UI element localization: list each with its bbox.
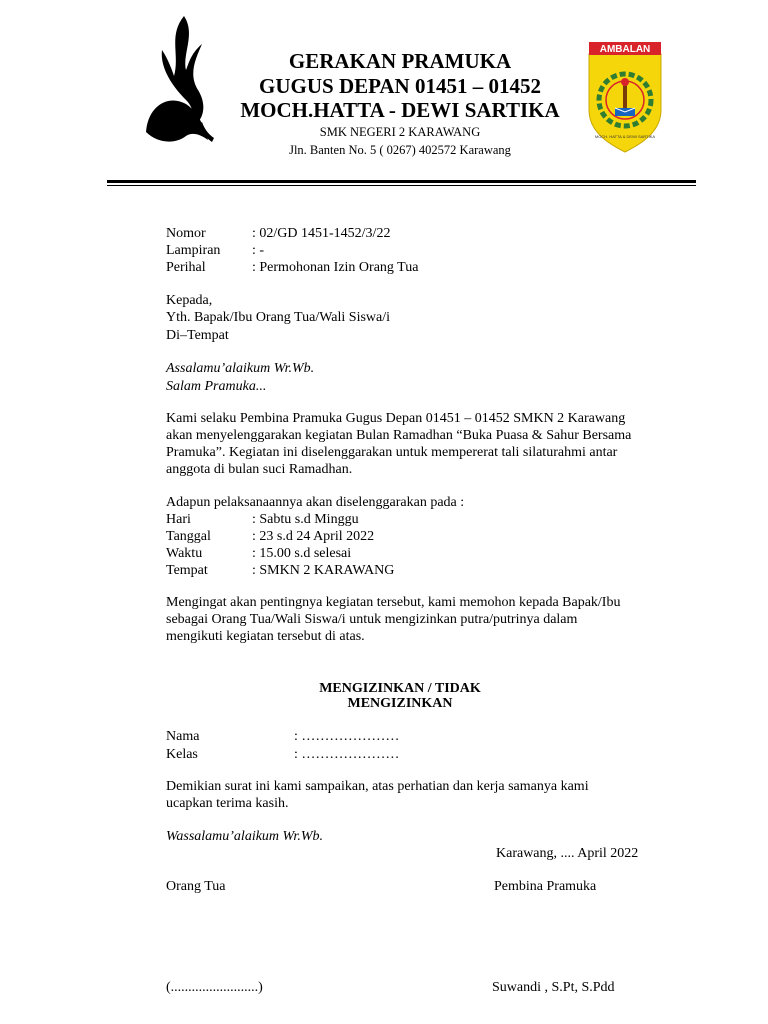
nomor-label: Nomor [166, 226, 206, 241]
closing-line-2: ucapkan terima kasih. [166, 796, 289, 811]
ambalan-shield-logo [585, 40, 665, 154]
greeting-salam: Assalamu’alaikum Wr.Wb. [166, 361, 315, 376]
signature-name-parent: (.........................) [166, 980, 263, 995]
nomor-value: : 02/GD 1451-1452/3/22 [252, 226, 391, 241]
body-p3-line-1: Mengingat akan pentingnya kegiatan tersebut, kami memohon kepada Bapak/Ibu [166, 595, 621, 610]
place-date: Karawang, .... April 2022 [496, 846, 639, 861]
body-p3-line-2: sebagai Orang Tua/Wali Siswa/i untuk mengizinkan putra/putrinya dalam [166, 612, 578, 627]
hari-value: : Sabtu s.d Minggu [252, 512, 359, 527]
tanggal-label: Tanggal [166, 529, 211, 544]
org-line-3: MOCH.HATTA - DEWI SARTIKA [240, 98, 560, 122]
perihal-label: Perihal [166, 260, 206, 275]
lampiran-value: : - [252, 243, 265, 258]
header-rule-thin [107, 185, 696, 186]
schedule-intro: Adapun pelaksanaannya akan diselenggarakan pada : [166, 495, 465, 510]
signature-name-pembina: Suwandi , S.Pt, S.Pdd [492, 980, 615, 995]
org-line-1: GERAKAN PRAMUKA [288, 49, 512, 73]
nama-label: Nama [166, 729, 200, 744]
permission-title-line-2: MENGIZINKAN [347, 696, 453, 711]
nama-field: : ………………… [294, 729, 400, 744]
school-address: Jln. Banten No. 5 ( 0267) 402572 Karawang [289, 143, 511, 157]
permission-title-line-1: MENGIZINKAN / TIDAK [319, 681, 481, 696]
tempat-label: Tempat [166, 563, 208, 578]
kelas-label: Kelas [166, 747, 198, 762]
body-p1-line-3: Pramuka”. Kegiatan ini diselenggarakan untuk mempererat tali silaturahmi antar [166, 445, 618, 460]
kelas-field: : ………………… [294, 747, 400, 762]
ambalan-banner-text: AMBALAN [599, 44, 651, 55]
recipient-line-1: Kepada, [166, 293, 213, 308]
closing-line-1: Demikian surat ini kami sampaikan, atas perhatian dan kerja samanya kami [166, 779, 589, 794]
school-name: SMK NEGERI 2 KARAWANG [319, 125, 481, 139]
tanggal-value: : 23 s.d 24 April 2022 [252, 529, 375, 544]
greeting-pramuka: Salam Pramuka... [166, 379, 267, 394]
ambalan-ring-text: MOCH. HATTA & DEWI SARTIKA [594, 134, 656, 139]
recipient-line-3: Di–Tempat [166, 328, 229, 343]
body-p1-line-1: Kami selaku Pembina Pramuka Gugus Depan 01451 – 01452 SMKN 2 Karawang [166, 411, 626, 426]
hari-label: Hari [166, 512, 191, 527]
waktu-label: Waktu [166, 546, 203, 561]
closing-salam: Wassalamu’alaikum Wr.Wb. [166, 829, 323, 844]
perihal-value: : Permohonan Izin Orang Tua [252, 260, 419, 275]
header-rule-thick [107, 180, 696, 183]
waktu-value: : 15.00 s.d selesai [252, 546, 352, 561]
lampiran-label: Lampiran [166, 243, 221, 258]
signature-role-pembina: Pembina Pramuka [494, 879, 597, 894]
body-p1-line-2: akan menyelenggarakan kegiatan Bulan Ramadhan “Buka Puasa & Sahur Bersama [166, 428, 632, 443]
body-p1-line-4: anggota di bulan suci Ramadhan. [166, 462, 353, 477]
recipient-line-2: Yth. Bapak/Ibu Orang Tua/Wali Siswa/i [166, 310, 391, 325]
signature-role-parent: Orang Tua [166, 879, 226, 894]
org-line-2: GUGUS DEPAN 01451 – 01452 [259, 74, 541, 98]
body-p3-line-3: mengikuti kegiatan tersebut di atas. [166, 629, 365, 644]
tempat-value: : SMKN 2 KARAWANG [252, 563, 395, 578]
